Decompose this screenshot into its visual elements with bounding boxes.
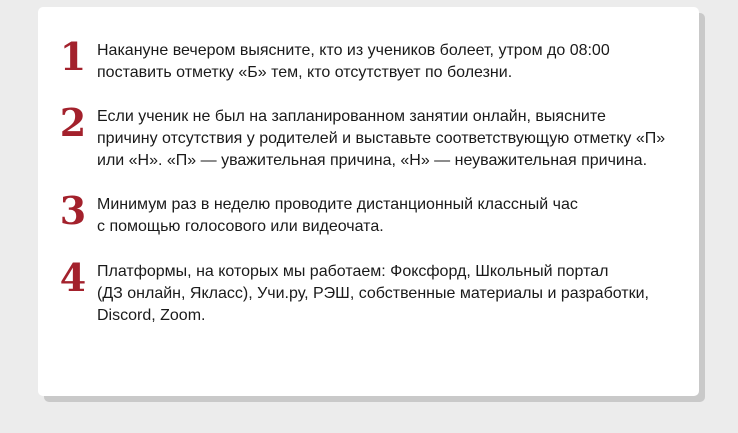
text-line: или «Н». «П» — уважительная причина, «Н» — неуважительная причина.	[97, 152, 648, 169]
text-line: (ДЗ онлайн, Якласс), Учи.ру, РЭШ, собственные материалы и разработки,	[97, 285, 649, 302]
item-text	[97, 194, 687, 238]
item-text	[97, 106, 687, 172]
text-line: с помощью голосового или видеочата.	[97, 218, 384, 235]
text-line: Минимум раз в неделю проводите дистанционный классный час	[97, 196, 578, 213]
text-line: Платформы, на которых мы работаем: Фоксфорд, Школьный портал	[97, 263, 609, 280]
text-line: поставить отметку «Б» тем, кто отсутствует по болезни.	[97, 64, 513, 81]
item-number: 2	[59, 100, 87, 145]
instructions-card	[38, 7, 699, 396]
text-line: Discord, Zoom.	[97, 307, 206, 324]
item-number: 4	[59, 255, 87, 300]
item-number: 1	[59, 34, 87, 79]
item-text	[97, 40, 687, 84]
text-line: Если ученик не был на запланированном занятии онлайн, выясните	[97, 108, 606, 125]
item-number: 3	[59, 188, 87, 233]
text-line: Накануне вечером выясните, кто из учеников болеет, утром до 08:00	[97, 42, 610, 59]
text-line: причину отсутствия у родителей и выставьте соответствующую отметку «П»	[97, 130, 666, 147]
item-text	[97, 261, 687, 327]
